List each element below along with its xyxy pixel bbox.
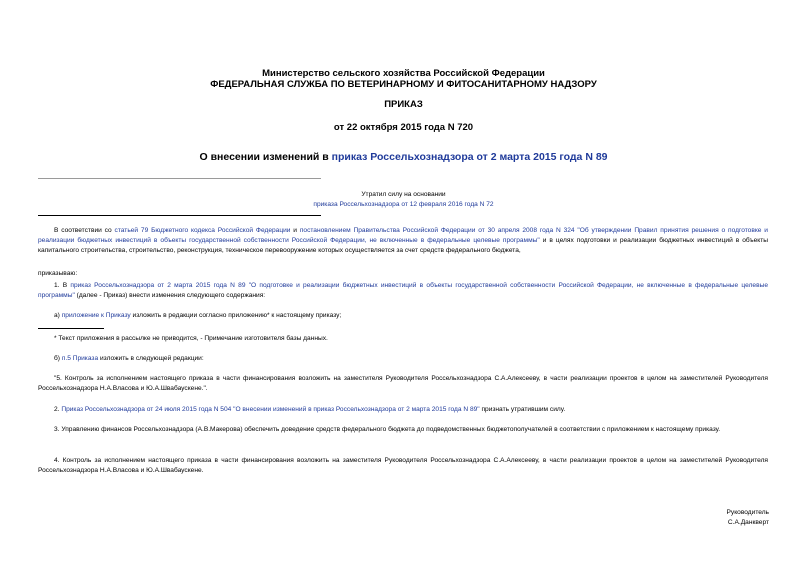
item-b-text-1: б): [54, 355, 62, 362]
title-prefix: О внесении изменений в: [199, 151, 332, 163]
order-504-link[interactable]: Приказ Россельхознадзора от 24 июля 2015 года N 504 "О внесении изменений в приказ Россельхознадзора от 2 марта 2015 года N 89": [61, 406, 480, 413]
signature-name: С.А.Данкверт: [727, 519, 769, 526]
order-word: приказываю:: [38, 270, 78, 277]
signature-role: Руководитель: [726, 509, 769, 516]
quoted-clause-5: "5. Контроль за исполнением настоящего приказа в части финансирования возложить на заместителя Руководителя Россельхознадзора С.А.Алексееву, в части реализации проектов в целом на заместителей Руководителя Россельхознадзора Н.А.Власова и Ю.А.Швабаускене.".: [38, 375, 768, 392]
item-2-text-1: 2.: [54, 406, 62, 413]
item-4-paragraph: 4. Контроль за исполнением настоящего приказа в части финансирования возложить на заместителя Руководителя Россельхознадзора С.А.Алексееву, в части реализации проектов в целом на заместителей Руководителя Россельхознадзора Н.А.Власова и Ю.А.Швабаускене.: [38, 457, 768, 474]
document-title: [0, 152, 807, 163]
ministry-name: Министерство сельского хозяйства Российской Федерации: [262, 68, 545, 79]
government-resolution-link[interactable]: постановлением Правительства Российской Федерации от 30 апреля 2008 года N 324 "Об утверждении Правил принятия решения о подготовке и реализации бюджетных инвестиций в объекты государственной собственности Российской Федерации, не включенные в федеральные целевые программы": [38, 227, 768, 244]
item-a-text-2: изложить в редакции согласно приложению* к настоящему приказу;: [130, 312, 342, 319]
item-1-paragraph: [38, 281, 768, 301]
document-date: от 22 октября 2015 года N 720: [333, 122, 474, 133]
service-name: ФЕДЕРАЛЬНАЯ СЛУЖБА ПО ВЕТЕРИНАРНОМУ И ФИТОСАНИТАРНОМУ НАДЗОРУ: [210, 79, 597, 90]
preamble-text-1: В соответствии со: [54, 227, 115, 234]
document-type: ПРИКАЗ: [384, 99, 423, 110]
status-line: Утратил силу на основании: [361, 191, 446, 198]
footnote: * Текст приложения в рассылке не приводится, - Примечание изготовителя базы данных.: [54, 335, 328, 342]
separator-bottom: [38, 215, 321, 216]
clause-5-link[interactable]: п.5 Приказа: [61, 355, 99, 362]
preamble-text-2: и: [290, 227, 300, 234]
item-3-paragraph: 3. Управлению финансов Россельхознадзора (А.В.Макерова) обеспечить доведение средств федерального бюджета до подведомственных бюджетополучателей в соответствии с приложением к настоящему приказу.: [54, 426, 721, 433]
preamble-text-3: и в целях подготовки и реализации бюджетных инвестиций в объекты капитального строительства, строительство, реконструкция, техническое перевооружение которых осуществляется за счет средств федерального бюджета,: [38, 237, 768, 254]
order-89-link[interactable]: приказ Россельхознадзора от 2 марта 2015 года N 89 "О подготовке и реализации бюджетных инвестиций в объекты государственной собственности Российской Федерации, не включенные в федеральные целевые программы": [38, 282, 768, 299]
preamble-paragraph: [38, 226, 768, 256]
item-a-text-1: а): [54, 312, 62, 319]
item-1-text-2: (далее - Приказ) внести изменения следующего содержания:: [74, 292, 266, 299]
title-link[interactable]: приказ Россельхознадзора от 2 марта 2015 года N 89: [331, 151, 608, 163]
item-2-text-2: признать утратившим силу.: [479, 406, 566, 413]
item-b-text-2: изложить в следующей редакции:: [98, 355, 204, 362]
status-link-line: [0, 200, 807, 209]
item-1-text-1: 1. В: [54, 282, 71, 289]
separator-top: [38, 178, 321, 179]
footnote-separator: [38, 328, 104, 329]
repeal-order-link[interactable]: приказа Россельхознадзора от 12 февраля 2016 года N 72: [313, 201, 494, 208]
appendix-link[interactable]: приложение к Приказу: [61, 312, 131, 319]
item-2-paragraph: [38, 405, 768, 415]
budget-code-link[interactable]: статьей 79 Бюджетного кодекса Российской Федерации: [114, 227, 291, 234]
item-a-paragraph: [38, 311, 768, 321]
item-b-paragraph: [38, 354, 768, 364]
